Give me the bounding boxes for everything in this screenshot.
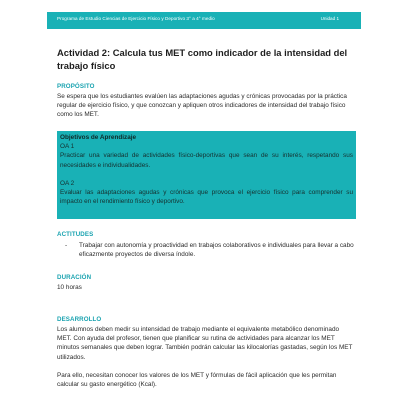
objectives-title: Objetivos de Aprendizaje (60, 134, 137, 141)
oa1-text: Practicar una variedad de actividades físico-deportivas que sean de su interés, respetando sus necesidades e individualidades. (60, 152, 353, 169)
duracion-value: 10 horas (57, 284, 82, 291)
duracion-heading: DURACIÓN (57, 274, 92, 281)
actitudes-text: Trabajar con autonomía y proactividad en trabajos colaborativos e individuales para llevar a cabo eficazmente proyectos de diversa índole. (79, 242, 354, 259)
objectives-box (57, 131, 356, 219)
desarrollo-paragraph-2: Para ello, necesitan conocer los valores de los MET y fórmulas de fácil aplicación que les permitan calcular su gasto energético (Kcal). (57, 372, 337, 389)
desarrollo-heading: DESARROLLO (57, 316, 102, 323)
oa1-code: OA 1 (60, 143, 75, 151)
program-name: Programa de Estudio Ciencias de Ejercicio Físico y Deportivo 3° a 4° medio (57, 16, 215, 21)
desarrollo-paragraph-1: Los alumnos deben medir su intensidad de trabajo mediante el equivalente metabólico denominado MET. Con ayuda del profesor, tienen que planificar su rutina de actividades para alcanzar los MET minutos semanales que deben lograr. También podrán calcular las kilocalorías gastadas, según los MET utilizados. (57, 326, 353, 361)
activity-title: Actividad 2: Calcula tus MET como indicador de la intensidad del trabajo físico (57, 47, 348, 71)
proposito-text: Se espera que los estudiantes evalúen las adaptaciones agudas y crónicas provocadas por la práctica regular de ejercicio físico, y que conozcan y apliquen otros indicadores de intensidad del trabajo físico como los MET. (57, 93, 347, 119)
actitudes-heading: ACTITUDES (57, 231, 94, 238)
oa2-code: OA 2 (60, 179, 75, 187)
proposito-heading: PROPÓSITO (57, 83, 95, 90)
oa2-text: Evaluar las adaptaciones agudas y crónicas que provoca el ejercicio físico para comprender su impacto en el rendimiento físico y deportivo. (60, 189, 353, 206)
unit-label: Unidad 1 (320, 16, 339, 21)
header-bar (47, 12, 361, 29)
bullet-dash: - (65, 242, 68, 249)
